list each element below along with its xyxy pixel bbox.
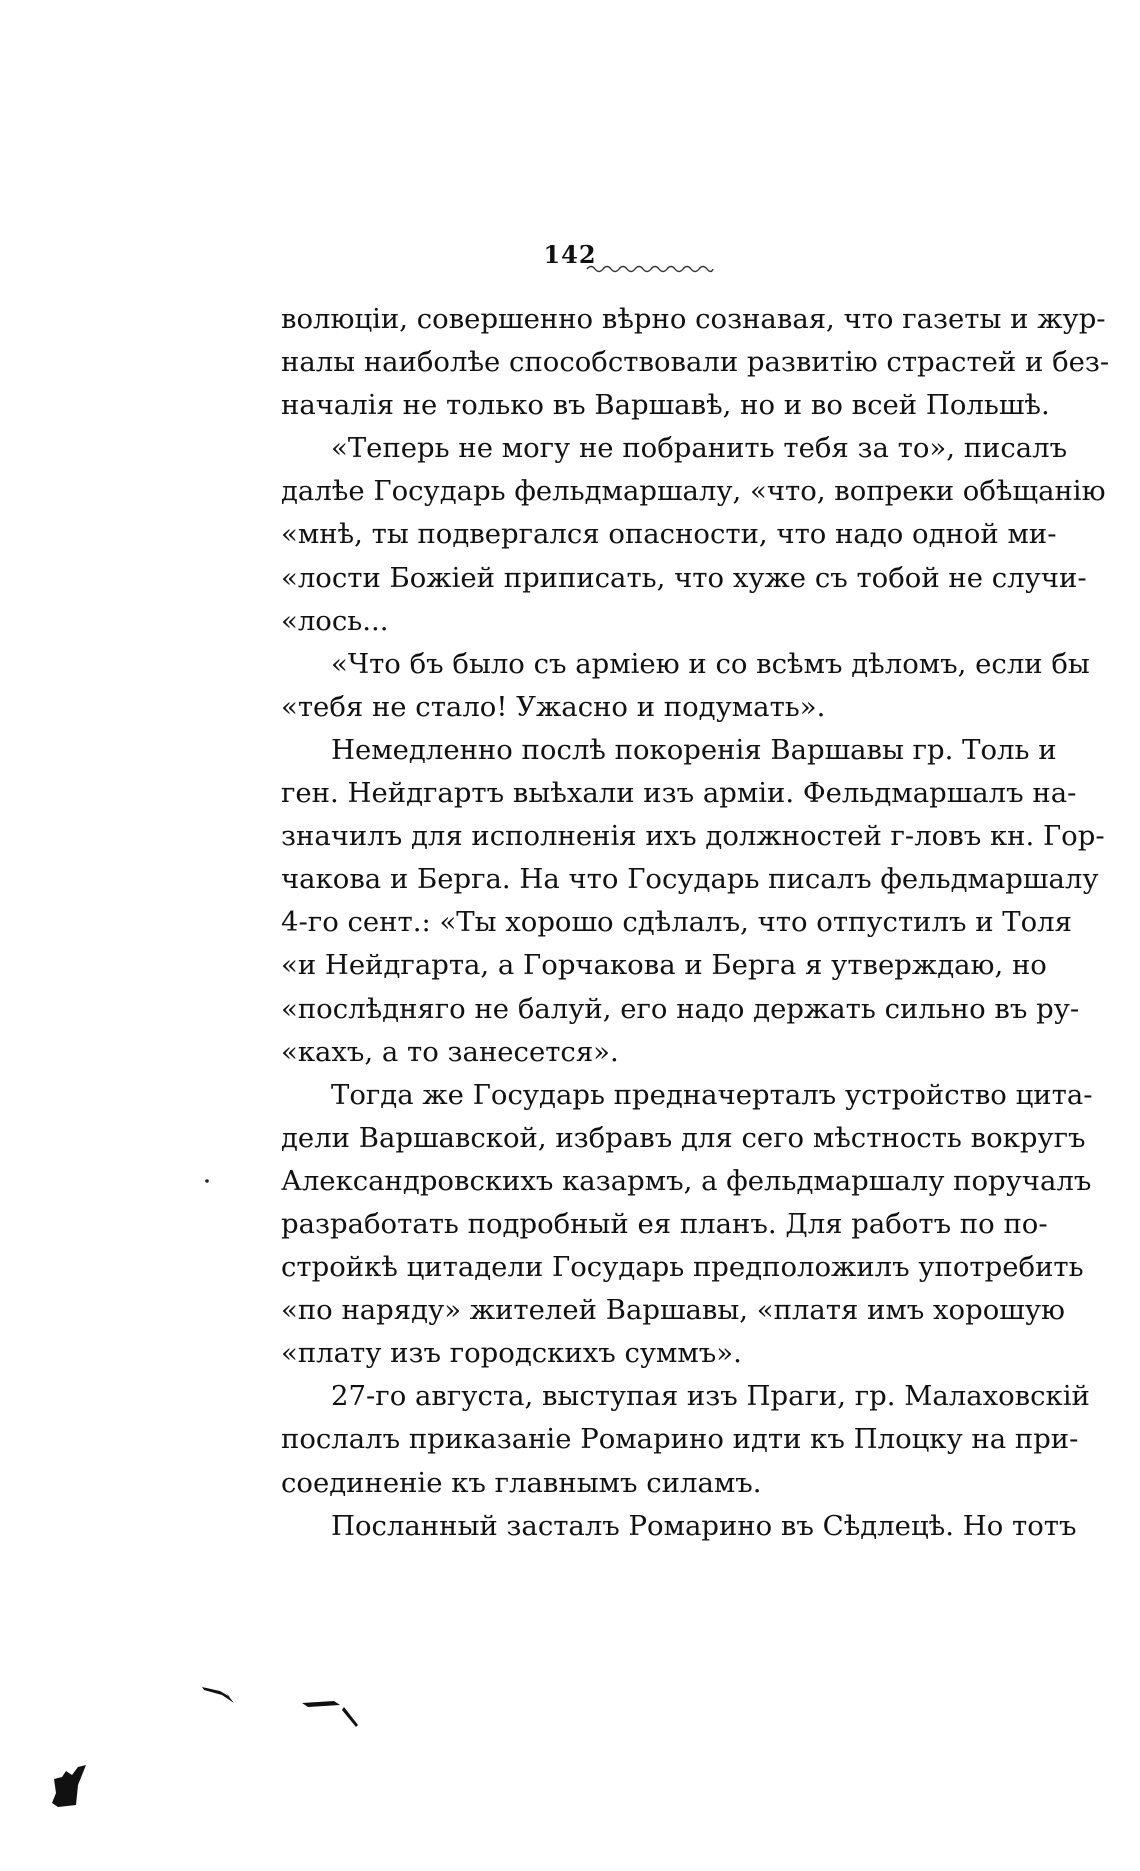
margin-dot-mark: [204, 1178, 210, 1184]
text-line: «и Нейдгарта, а Горчакова и Берга я утверждаю, но: [281, 949, 1047, 982]
text-line: «Что бъ было съ арміею и со всѣмъ дѣломъ, если бы: [331, 647, 1090, 680]
text-line: дели Варшавской, избравъ для сего мѣстность вокругъ: [281, 1121, 1086, 1154]
body-text: [281, 298, 1110, 1548]
text-line: «по наряду» жителей Варшавы, «платя имъ хорошую: [281, 1294, 1065, 1327]
text-line: 4-го сент.: «Ты хорошо сдѣлалъ, что отпустилъ и Толя: [281, 906, 1072, 939]
ink-smudge-mark: [200, 1683, 240, 1707]
text-line: «лось...: [281, 604, 389, 637]
text-line: далѣе Государь фельдмаршалу, «что, вопреки обѣщанію: [281, 475, 1106, 508]
text-line: послалъ приказаніе Ромарино идти къ Плоцку на при-: [281, 1423, 1079, 1456]
text-line: Александровскихъ казармъ, а фельдмаршалу поручалъ: [281, 1164, 1092, 1197]
wavy-rule-ornament: [585, 262, 715, 276]
text-line: значилъ для исполненія ихъ должностей г-ловъ кн. Гор-: [281, 820, 1105, 853]
text-line: «плату изъ городскихъ суммъ».: [281, 1337, 742, 1370]
text-line: соединеніе къ главнымъ силамъ.: [281, 1466, 762, 1499]
text-line: 27-го августа, выступая изъ Праги, гр. Малаховскій: [331, 1380, 1090, 1413]
ink-smudge-mark: [300, 1695, 362, 1731]
text-line: «мнѣ, ты подвергался опасности, что надо одной ми-: [281, 518, 1057, 551]
text-line: чакова и Берга. На что Государь писалъ фельдмаршалу: [281, 863, 1099, 896]
text-line: стройкѣ цитадели Государь предположилъ употребить: [281, 1251, 1084, 1284]
ink-blot-mark: [48, 1763, 92, 1811]
page-number: 142: [543, 240, 597, 269]
text-line: Посланный засталъ Ромарино въ Сѣдлецѣ. Но тотъ: [331, 1509, 1077, 1542]
text-line: Немедленно послѣ покоренія Варшавы гр. Толь и: [331, 733, 1057, 766]
text-line: волюціи, совершенно вѣрно сознавая, что газеты и жур-: [281, 303, 1106, 335]
text-line: Тогда же Государь предначерталъ устройство цита-: [331, 1078, 1093, 1111]
text-line: «тебя не стало! Ужасно и подумать».: [281, 690, 826, 723]
text-line: разработать подробный ея планъ. Для работъ по по-: [281, 1207, 1048, 1240]
text-line: налы наиболѣе способствовали развитію страстей и без-: [281, 346, 1110, 379]
text-line: «Теперь не могу не побранить тебя за то», писалъ: [331, 432, 1068, 465]
text-line: «послѣдняго не балуй, его надо держать сильно въ ру-: [281, 992, 1080, 1025]
text-line: началія не только въ Варшавѣ, но и во всей Польшѣ.: [281, 389, 1050, 422]
text-line: ген. Нейдгартъ выѣхали изъ арміи. Фельдмаршалъ на-: [281, 777, 1077, 810]
text-line: «кахъ, а то занесется».: [281, 1035, 619, 1068]
text-line: «лости Божіей приписать, что хуже съ тобой не случи-: [281, 561, 1087, 594]
